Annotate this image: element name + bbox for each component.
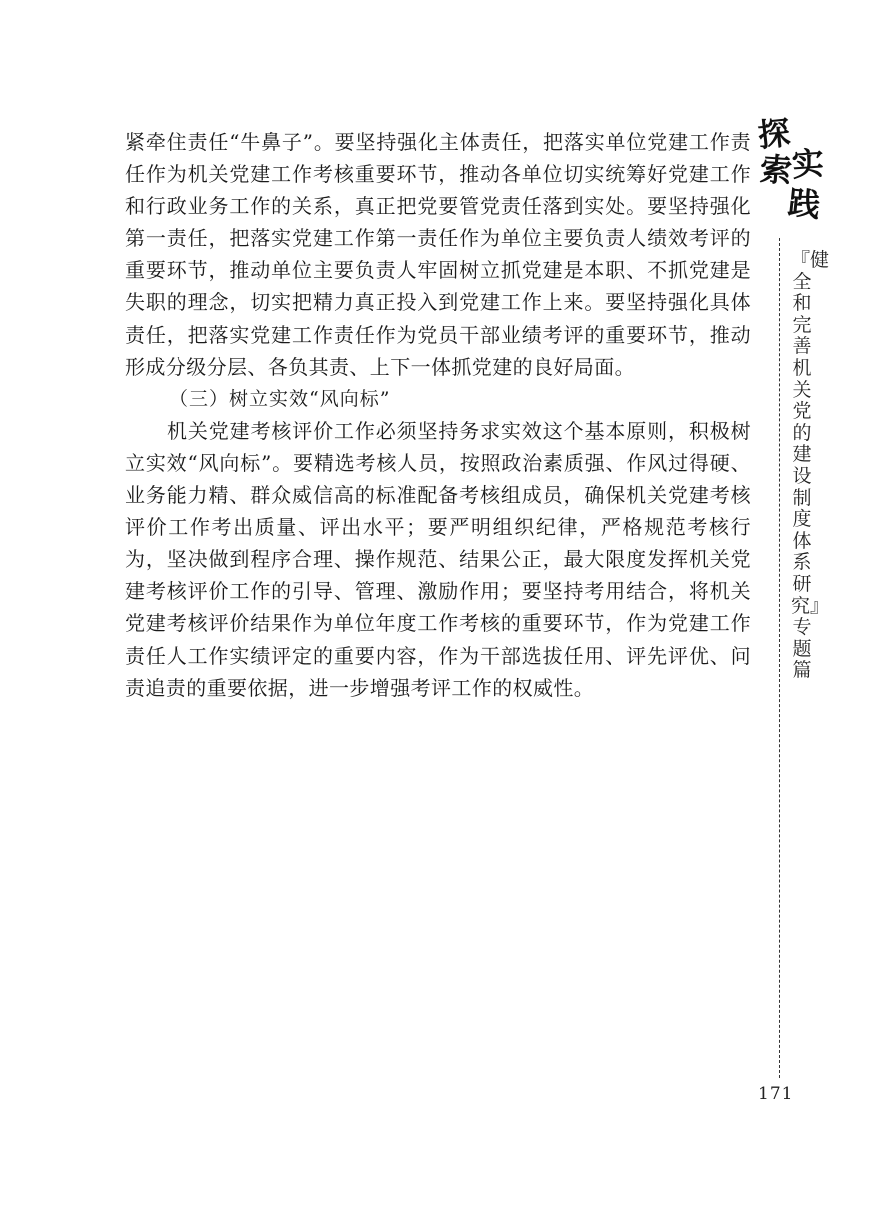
series-title-vertical: 『健全和完善机关党的建设制度体系研究』专题篇 <box>791 249 830 682</box>
brand-char-4: 践 <box>786 183 822 225</box>
brand-char-3: 实 <box>790 143 826 185</box>
paragraph-continued: 紧牵住责任“牛鼻子”。要坚持强化主体责任，把落实单位党建工作责任作为机关党建工作考核重要环节，推动各单位切实统筹好党建工作和行政业务工作的关系，真正把党要管党责任落到实处。要坚持强化第一责任，把落实党建工作第一责任作为单位主要负责人绩效考评的重要环节，推动单位主要负责人牢固树立抓党建是本职、不抓党建是失职的理念，切实把精力真正投入到党建工作上来。要坚持强化具体责任，把落实党建工作责任作为党员干部业绩考评的重要环节，推动形成分级分层、各负其责、上下一体抓党建的良好局面。 <box>125 130 751 379</box>
brand-char-2: 索 <box>758 149 794 191</box>
brand-char-1: 探 <box>756 113 792 155</box>
dashed-divider <box>779 238 780 1078</box>
paragraph-section-three: 机关党建考核评价工作必须坚持务求实效这个基本原则，积极树立实效“风向标”。要精选考核人员，按照政治素质强、作风过得硬、业务能力精、群众威信高的标准配备考核组成员，确保机关党建考核评价工作考出质量、评出水平；要严明组织纪律，严格规范考核行为，坚决做到程序合理、操作规范、结果公正，最大限度发挥机关党建考核评价工作的引导、管理、激励作用；要坚持考用结合，将机关党建考核评价结果作为单位年度工作考核的重要环节，作为党建工作责任人工作实绩评定的重要内容，作为干部选拔任用、评先评优、问责追责的重要依据，进一步增强考评工作的权威性。 <box>125 418 751 700</box>
page-number: 171 <box>758 1084 794 1104</box>
section-heading: （三）树立实效“风向标” <box>169 387 391 410</box>
body-text <box>125 126 751 704</box>
sidebar-brand-calligraphy <box>756 113 828 228</box>
